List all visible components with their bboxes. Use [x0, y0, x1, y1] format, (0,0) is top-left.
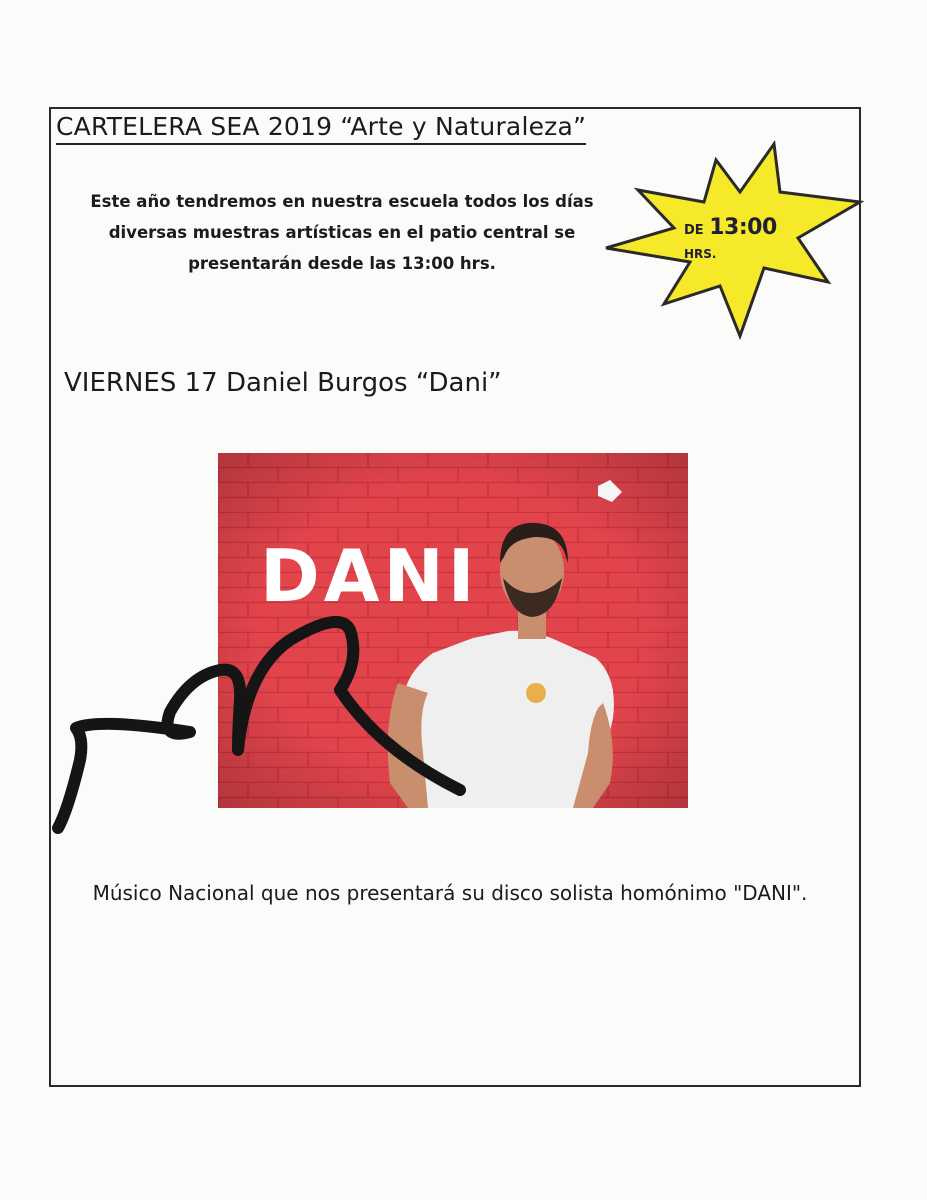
starburst-badge [602, 140, 864, 340]
poster-title: CARTELERA SEA 2019 “Arte y Naturaleza” [56, 112, 586, 145]
intro-paragraph: Este año tendremos en nuestra escuela todos los días diversas muestras artísticas en el patio central se presentarán desde las 13:00 hrs. [90, 192, 594, 273]
event-heading: VIERNES 17 Daniel Burgos “Dani” [64, 368, 502, 398]
starburst-shape [606, 144, 860, 336]
burst-time: 13:00 [709, 215, 777, 240]
burst-suffix: HRS. [684, 247, 717, 261]
burst-time-line [684, 215, 777, 240]
handwritten-signature [40, 600, 520, 840]
photo-dani-label: DANI [260, 534, 479, 618]
event-description: Músico Nacional que nos presentará su disco solista homónimo "DANI". [92, 881, 808, 905]
burst-prefix: DE [684, 223, 704, 238]
